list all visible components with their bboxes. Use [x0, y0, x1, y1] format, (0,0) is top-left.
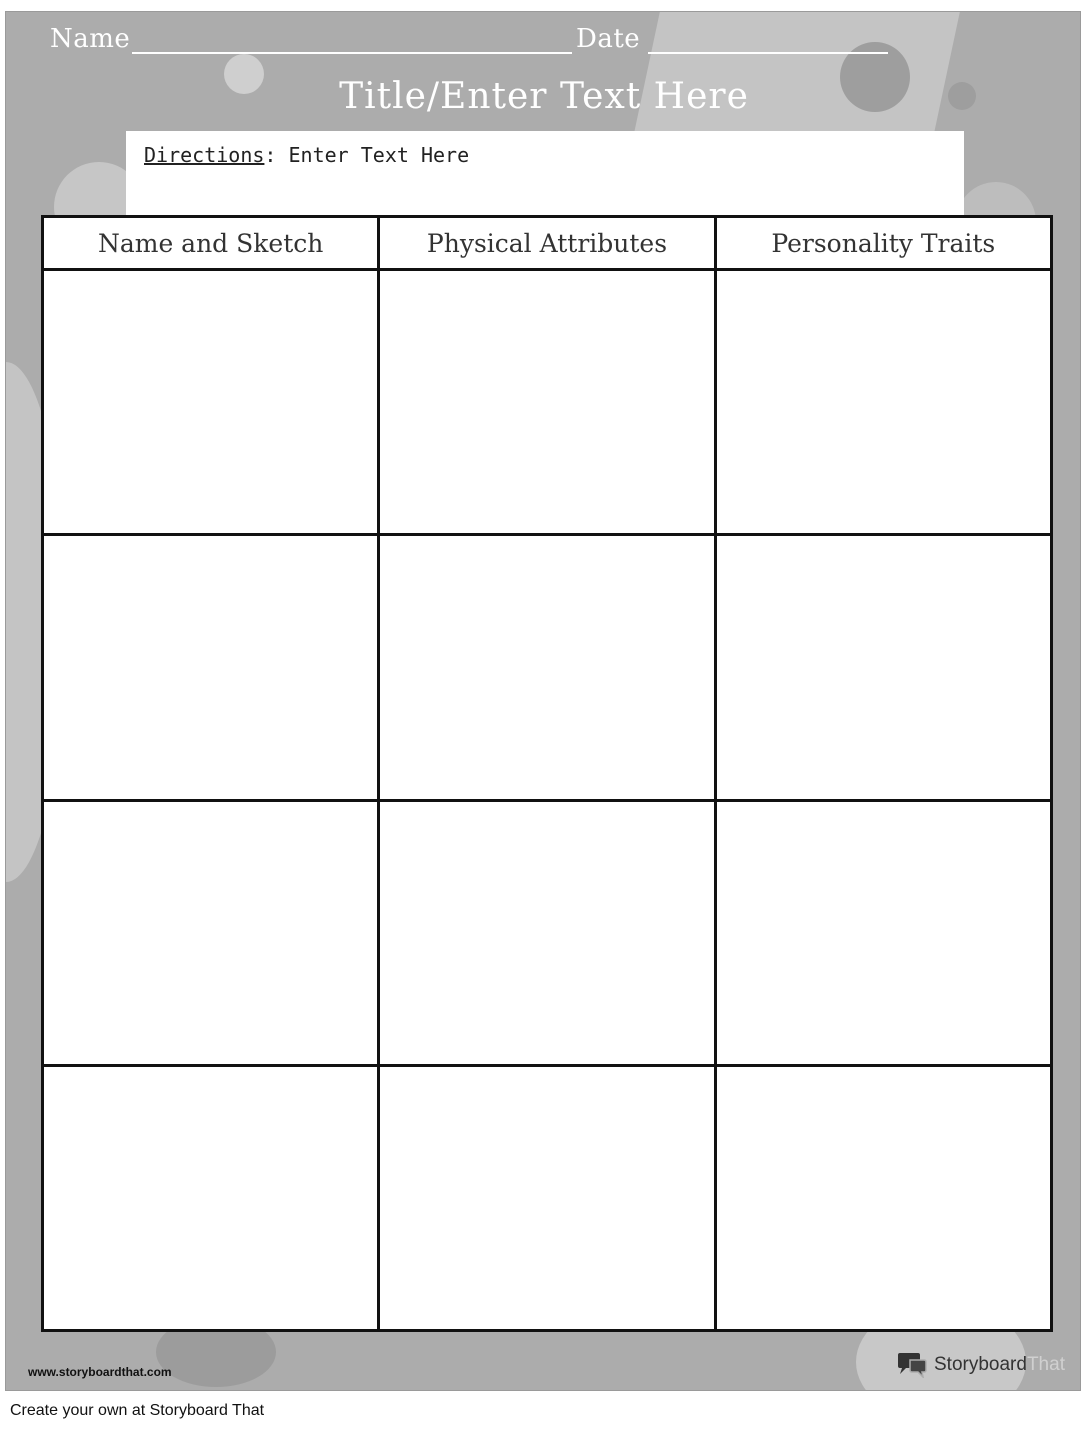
cell-physical-attributes[interactable] — [379, 1065, 715, 1330]
cell-personality-traits[interactable] — [715, 1065, 1051, 1330]
column-header-physical-attributes: Physical Attributes — [379, 217, 715, 270]
cell-physical-attributes[interactable] — [379, 270, 715, 535]
cell-name-sketch[interactable] — [43, 270, 379, 535]
table-row — [43, 800, 1052, 1065]
brand-name-strong: Storyboard — [934, 1354, 1027, 1375]
site-url: www.storyboardthat.com — [28, 1365, 172, 1379]
footer-caption[interactable]: Create your own at Storyboard That — [10, 1402, 265, 1419]
character-table — [41, 215, 1053, 1332]
cell-name-sketch[interactable] — [43, 1065, 379, 1330]
date-field[interactable] — [648, 52, 888, 54]
column-header-name-sketch: Name and Sketch — [43, 217, 379, 270]
worksheet-page — [5, 11, 1081, 1391]
directions-box[interactable] — [126, 131, 964, 215]
storyboardthat-logo — [896, 1352, 1065, 1378]
cell-physical-attributes[interactable] — [379, 800, 715, 1065]
header-row — [43, 217, 1052, 270]
table-row — [43, 270, 1052, 535]
directions-text: : Enter Text Here — [264, 143, 470, 167]
table-row — [43, 535, 1052, 800]
date-label: Date — [576, 24, 641, 54]
table-row — [43, 1065, 1052, 1330]
cell-name-sketch[interactable] — [43, 800, 379, 1065]
directions-label: Directions — [144, 143, 265, 167]
brand-name-soft: That — [1026, 1354, 1065, 1375]
speech-bubble-icon — [896, 1352, 928, 1378]
page-title[interactable]: Title/Enter Text Here — [339, 76, 749, 117]
name-field[interactable] — [132, 52, 572, 54]
cell-physical-attributes[interactable] — [379, 535, 715, 800]
cell-personality-traits[interactable] — [715, 535, 1051, 800]
name-label: Name — [50, 24, 131, 54]
column-header-personality-traits: Personality Traits — [715, 217, 1051, 270]
cell-personality-traits[interactable] — [715, 800, 1051, 1065]
cell-name-sketch[interactable] — [43, 535, 379, 800]
cell-personality-traits[interactable] — [715, 270, 1051, 535]
